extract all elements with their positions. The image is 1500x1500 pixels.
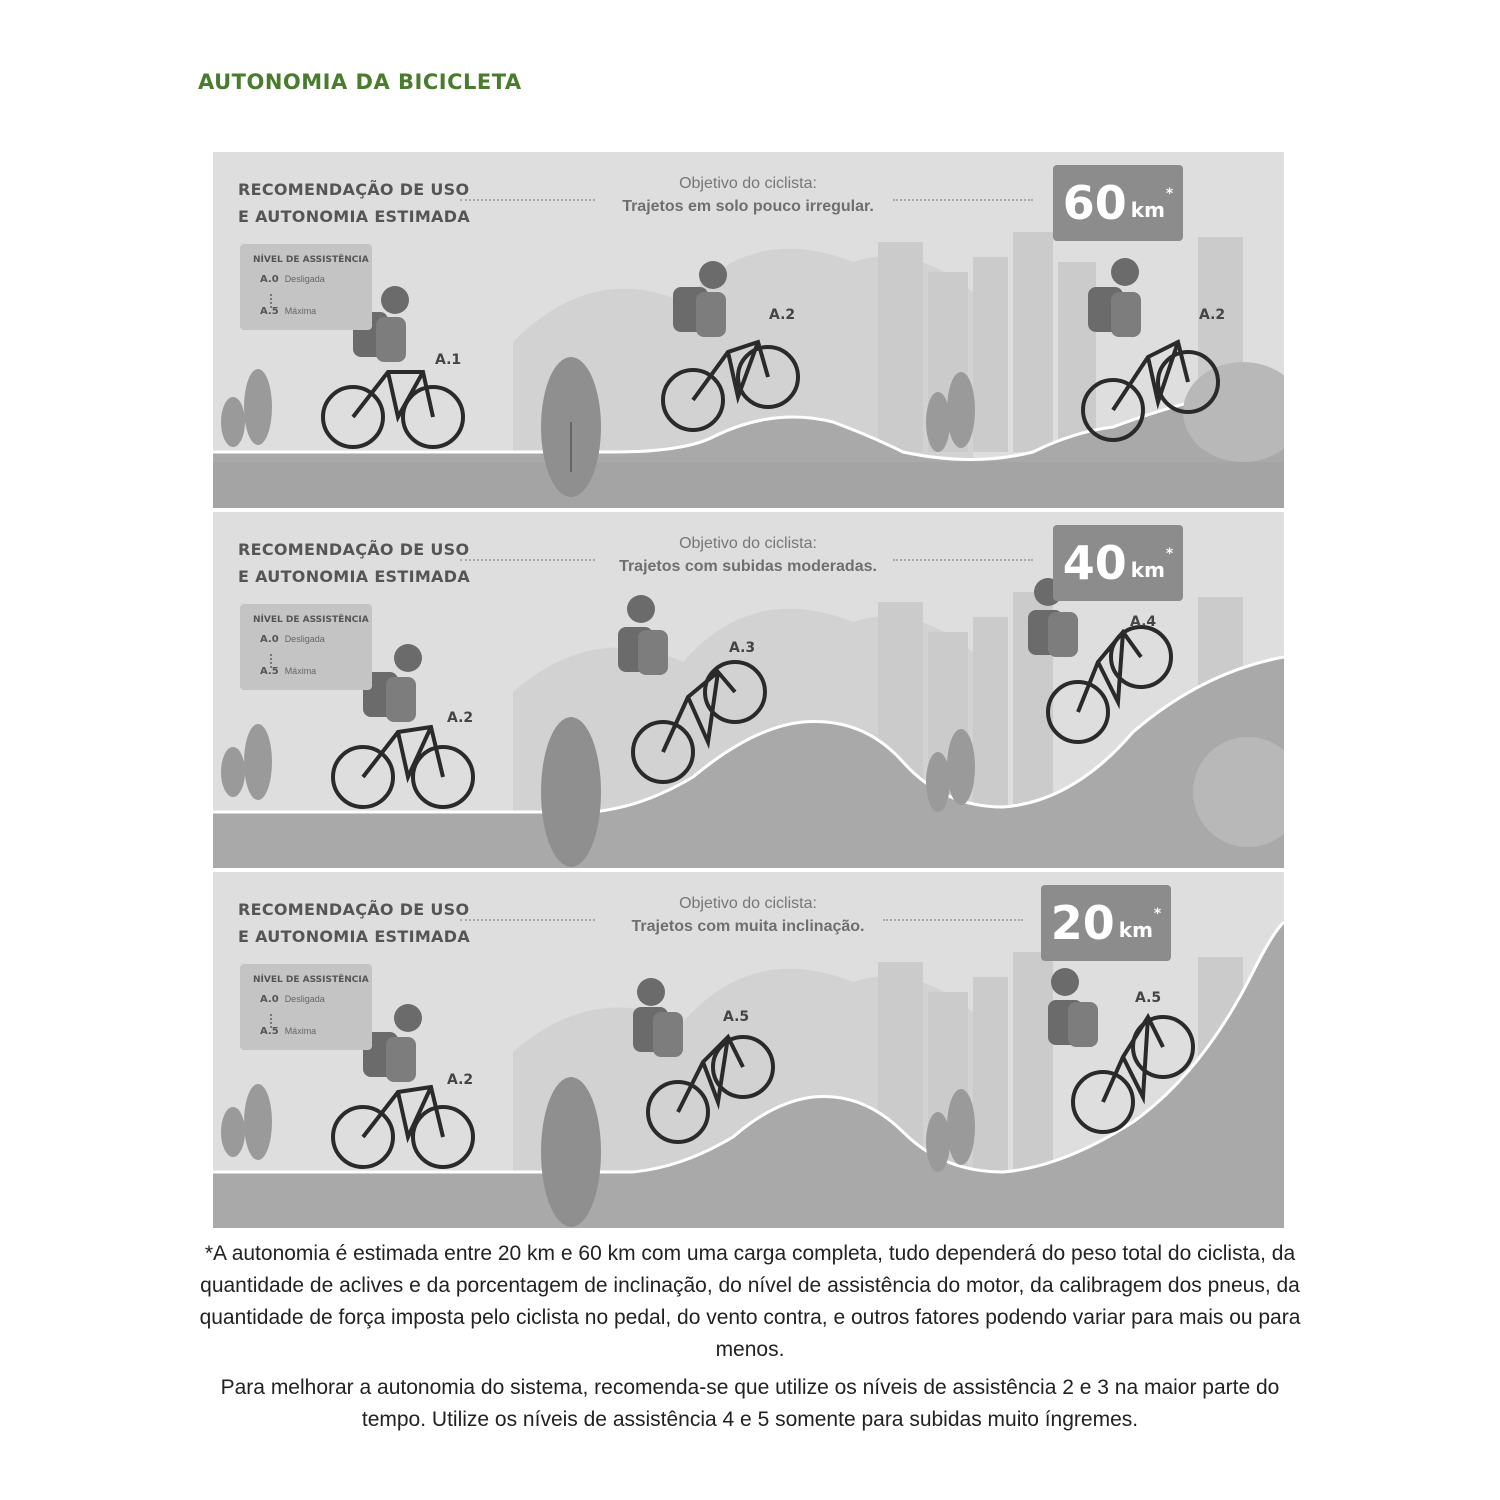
assist-high-row: A.5 Máxima: [260, 1026, 317, 1037]
assist-level-tag: A.2: [447, 1072, 474, 1088]
distance-value: 20: [1050, 896, 1115, 950]
assist-legend: [240, 964, 372, 1050]
panel-40km: [213, 512, 1284, 868]
distance-value: 40: [1062, 536, 1127, 590]
assist-low-row: A.0 Desligada: [260, 274, 325, 285]
rider-goal: [593, 173, 903, 219]
distance-unit: km: [1130, 558, 1165, 582]
assist-level-tag: A.2: [769, 307, 796, 323]
goal-value: Trajetos em solo pouco irregular.: [622, 198, 874, 215]
footnote-marker: *: [1165, 186, 1174, 202]
assist-legend-title: NÍVEL DE ASSISTÊNCIA: [253, 615, 369, 625]
assist-high-row: A.5 Máxima: [260, 666, 317, 677]
recommendation-title: RECOMENDAÇÃO DE USO E AUTONOMIA ESTIMADA: [238, 900, 471, 946]
recommendation-title: RECOMENDAÇÃO DE USO E AUTONOMIA ESTIMADA: [238, 180, 471, 226]
goal-label: Objetivo do ciclista:: [679, 895, 817, 912]
recommendation-title: RECOMENDAÇÃO DE USO E AUTONOMIA ESTIMADA: [238, 540, 471, 586]
assist-legend-title: NÍVEL DE ASSISTÊNCIA: [253, 255, 369, 265]
assist-legend: [240, 244, 372, 330]
goal-label: Objetivo do ciclista:: [679, 535, 817, 552]
page-title: AUTONOMIA DA BICICLETA: [198, 70, 522, 94]
assist-legend-title: NÍVEL DE ASSISTÊNCIA: [253, 975, 369, 985]
assist-low-row: A.0 Desligada: [260, 634, 325, 645]
assist-legend: [240, 604, 372, 690]
panel-20km: [213, 872, 1284, 1228]
autonomy-footnote: *A autonomia é estimada entre 20 km e 60 km com uma carga completa, tudo dependerá do peso total do ciclista, da quantidade de aclives e da porcentagem de inclinação, do nível de assistência do motor, da calibragem dos pneus, da quantidade de força imposta pelo ciclista no pedal, do vento contra, e outros fatores podendo variar para mais ou para menos.: [199, 1242, 1301, 1361]
assist-low-row: A.0 Desligada: [260, 994, 325, 1005]
assist-level-tag: A.1: [435, 352, 462, 368]
distance-badge: [1053, 165, 1183, 241]
dotted-divider: [883, 919, 1023, 921]
goal-value: Trajetos com muita inclinação.: [631, 918, 865, 935]
footnote-marker: *: [1165, 546, 1174, 562]
cyclist-icon: [323, 372, 463, 447]
assist-level-tag: A.5: [1135, 990, 1162, 1006]
distance-badge: [1053, 525, 1183, 601]
goal-value: Trajetos com subidas moderadas.: [619, 558, 877, 575]
distance-badge: [1041, 885, 1171, 961]
dotted-divider: [460, 919, 595, 921]
rider-goal: [593, 533, 903, 579]
assist-level-tag: A.4: [1130, 614, 1157, 630]
assist-level-tag: A.2: [1199, 307, 1226, 323]
panel-60km: [213, 152, 1284, 508]
assist-level-tag: A.5: [723, 1009, 750, 1025]
dotted-divider: [460, 199, 595, 201]
distance-value: 60: [1062, 176, 1127, 230]
footnote-marker: *: [1153, 906, 1162, 922]
distance-unit: km: [1118, 918, 1153, 942]
dotted-divider: [893, 559, 1033, 561]
goal-label: Objetivo do ciclista:: [679, 175, 817, 192]
distance-unit: km: [1130, 198, 1165, 222]
assist-level-tag: A.2: [447, 710, 474, 726]
dotted-divider: [460, 559, 595, 561]
dotted-divider: [893, 199, 1033, 201]
assist-level-tag: A.3: [729, 640, 756, 656]
rider-goal: [593, 893, 903, 939]
assist-high-row: A.5 Máxima: [260, 306, 317, 317]
autonomy-tip: Para melhorar a autonomia do sistema, recomenda-se que utilize os níveis de assistência 2 e 3 na maior parte do tempo. Utilize os níveis de assistência 4 e 5 somente para subidas muito íngremes.: [220, 1376, 1280, 1431]
